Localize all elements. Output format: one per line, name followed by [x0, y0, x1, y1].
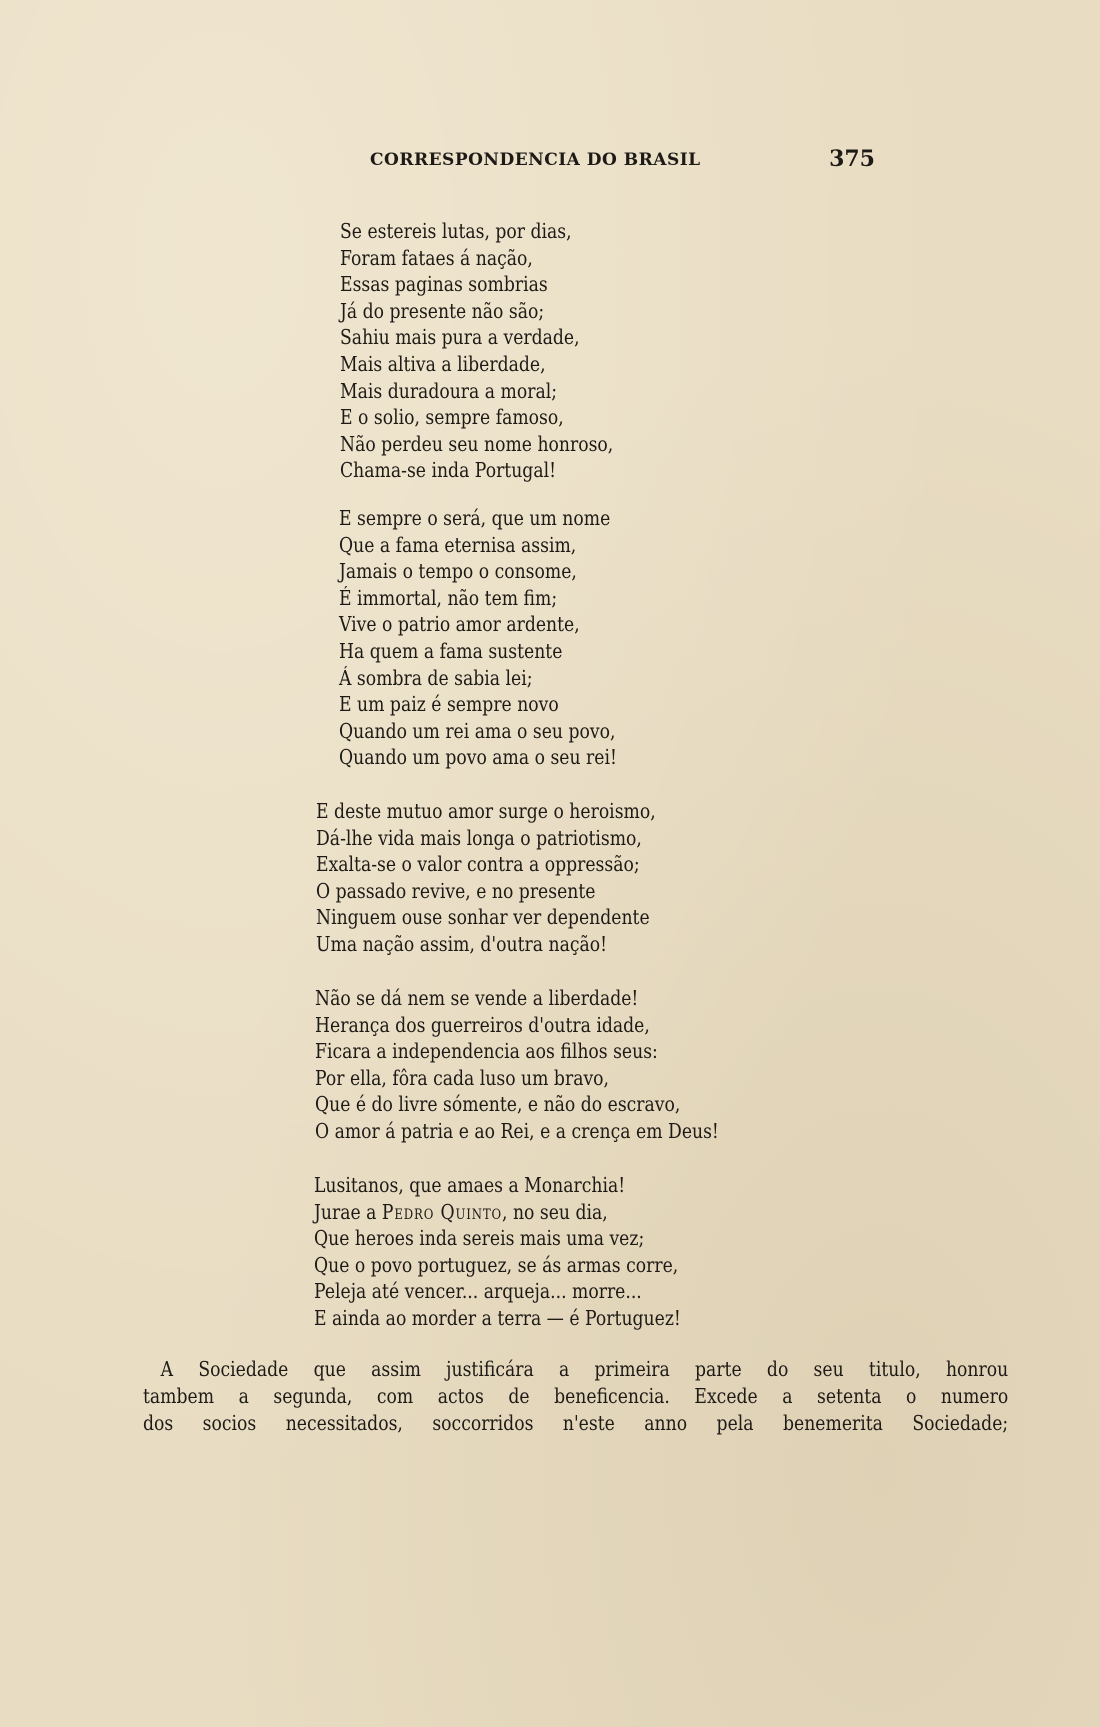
poem-line: E o solio, sempre famoso, [340, 405, 564, 430]
poem-line: Essas paginas sombrias [340, 272, 548, 297]
poem-line-with-name [314, 1199, 681, 1226]
poem-line: Não se dá nem se vende a liberdade! [315, 986, 639, 1010]
poem-stanza-1 [340, 218, 665, 484]
poem-line: Ficara a independencia aos filhos seus: [315, 1039, 658, 1064]
poem-stanza-4 [315, 985, 796, 1145]
poem-line: Foram fataes á nação, [340, 245, 533, 270]
poem-line: Quando um rei ama o seu povo, [339, 718, 616, 743]
poem-line: E deste mutuo amor surge o heroismo, [316, 799, 656, 823]
running-title: CORRESPONDENCIA DO BRASIL [370, 150, 701, 170]
king-name: Pedro Quinto [381, 1199, 503, 1224]
poem-line: Á sombra de sabia lei; [339, 665, 533, 690]
poem-line: Não perdeu seu nome honroso, [340, 431, 614, 456]
poem-line: Jamais o tempo o consome, [339, 559, 577, 584]
poem-line: Que a fama eternisa assim, [339, 532, 577, 557]
poem-line: Herança dos guerreiros d'outra idade, [315, 1012, 650, 1037]
poem-line: Por ella, fôra cada luso um bravo, [315, 1065, 610, 1090]
poem-line: Se estereis lutas, por dias, [340, 219, 572, 243]
poem-line: Dá-lhe vida mais longa o patriotismo, [316, 825, 642, 850]
poem-stanza-5 [314, 1172, 751, 1332]
poem-line: Uma nação assim, d'outra nação! [316, 931, 608, 956]
paragraph-line: dos socios necessitados, soccorridos n'este anno pela benemerita Sociedade; [143, 1411, 1009, 1435]
poem-line: E um paiz é sempre novo [339, 692, 559, 717]
poem-line: Vive o patrio amor ardente, [339, 612, 580, 637]
poem-line: Mais duradoura a moral; [340, 378, 558, 403]
page-number: 375 [829, 146, 875, 172]
poem-line: Exalta-se o valor contra a oppressão; [316, 852, 640, 877]
poem-line: Quando um povo ama o seu rei! [339, 745, 617, 770]
poem-line: É immortal, não tem fim; [339, 585, 558, 610]
poem-stanza-3 [316, 798, 720, 958]
line-text: Jurae a [314, 1199, 382, 1224]
poem-line: Que o povo portuguez, se ás armas corre, [314, 1252, 679, 1277]
paragraph-line: tambem a segunda, com actos de beneficencia. Excede a setenta o numero [143, 1384, 1009, 1408]
poem-line: E ainda ao morder a terra — é Portuguez! [314, 1305, 681, 1330]
poem-line: Ninguem ouse sonhar ver dependente [316, 905, 650, 930]
poem-line: Peleja até vencer... arqueja... morre... [314, 1279, 642, 1304]
poem-stanza-2 [339, 505, 670, 771]
poem-line: Que heroes inda sereis mais uma vez; [314, 1226, 645, 1251]
poem-line: Mais altiva a liberdade, [340, 351, 546, 376]
running-header [140, 146, 875, 176]
poem-line: Chama-se inda Portugal! [340, 458, 557, 483]
poem-line: O passado revive, e no presente [316, 878, 596, 903]
poem-line: Já do presente não são; [340, 298, 545, 323]
line-text: , no seu dia, [502, 1199, 608, 1224]
paragraph-line: A Sociedade que assim justificára a primeira parte do seu titulo, honrou [160, 1357, 1009, 1381]
poem-line: Lusitanos, que amaes a Monarchia! [314, 1173, 626, 1197]
poem-line: Ha quem a fama sustente [339, 638, 563, 663]
poem-line: O amor á patria e ao Rei, e a crença em Deus! [315, 1118, 719, 1143]
body-paragraph [143, 1356, 1008, 1437]
poem-line: E sempre o será, que um nome [339, 506, 611, 530]
poem-line: Que é do livre sómente, e não do escravo, [315, 1092, 681, 1117]
poem-line: Sahiu mais pura a verdade, [340, 325, 580, 350]
